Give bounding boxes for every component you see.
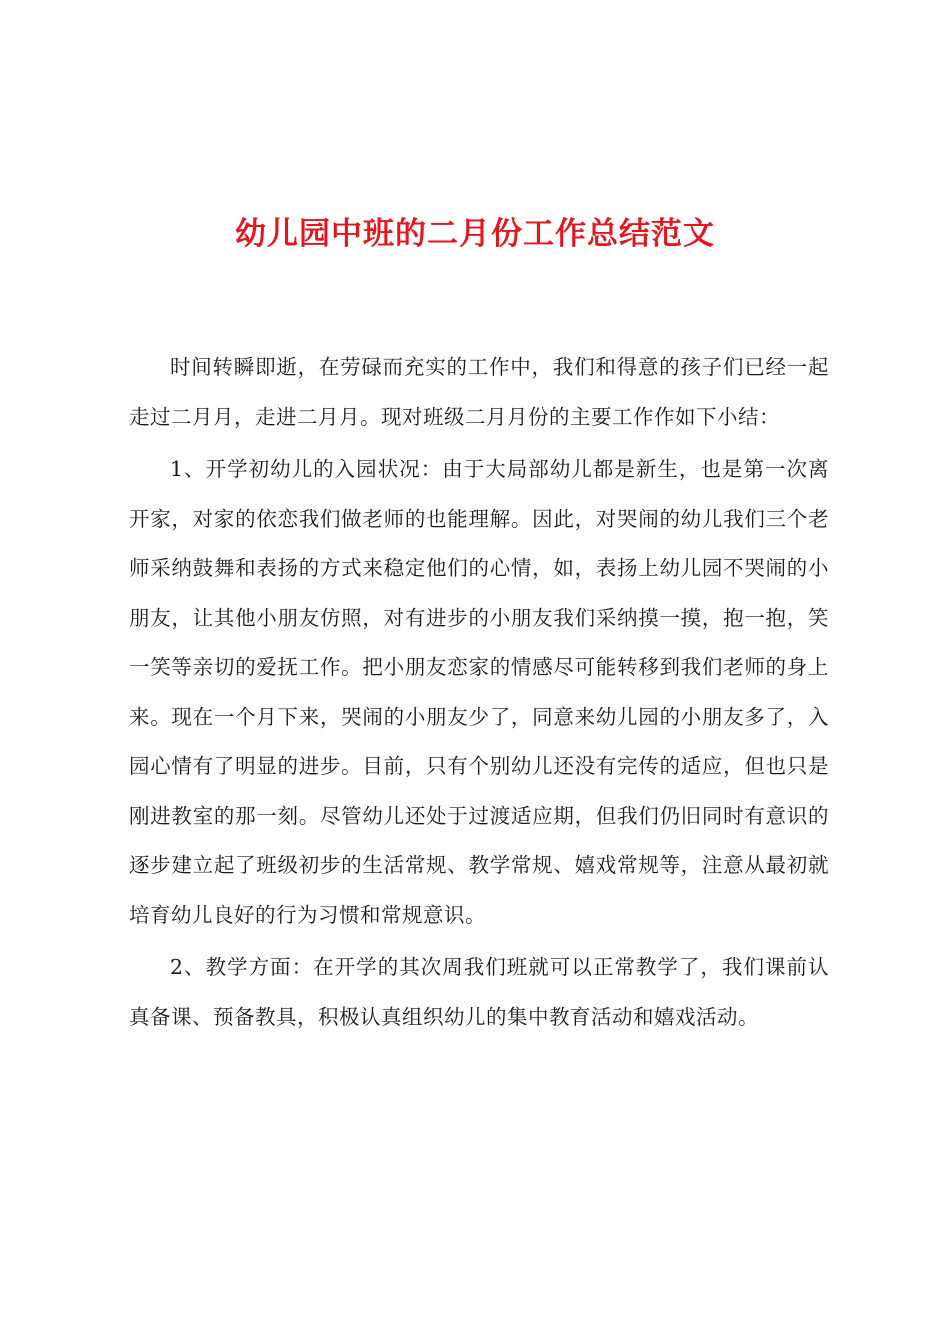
document-body	[129, 343, 829, 1045]
section-2-paragraph: 2、教学方面：在开学的其次周我们班就可以正常教学了，我们课前认真备课、预备教具，积极认真组织幼儿的集中教育活动和嬉戏活动。	[129, 955, 829, 1029]
section-1-paragraph: 1、开学初幼儿的入园状况：由于大局部幼儿都是新生，也是第一次离开家，对家的依恋我们做老师的也能理解。因此，对哭闹的幼儿我们三个老师采纳鼓舞和表扬的方式来稳定他们的心情，如，表扬上幼儿园不哭闹的小朋友，让其他小朋友仿照，对有进步的小朋友我们采纳摸一摸，抱一抱，笑一笑等亲切的爱抚工作。把小朋友恋家的情感尽可能转移到我们老师的身上来。现在一个月下来，哭闹的小朋友少了，同意来幼儿园的小朋友多了，入园心情有了明显的进步。目前，只有个别幼儿还没有完传的适应，但也只是刚进教室的那一刻。尽管幼儿还处于过渡适应期，但我们仍旧同时有意识的逐步建立起了班级初步的生活常规、教学常规、嬉戏常规等，注意从最初就培育幼儿良好的行为习惯和常规意识。	[129, 457, 829, 927]
document-title: 幼儿园中班的二月份工作总结范文	[235, 216, 715, 252]
intro-paragraph: 时间转瞬即逝，在劳碌而充实的工作中，我们和得意的孩子们已经一起走过二月月，走进二月月。现对班级二月月份的主要工作作如下小结：	[129, 355, 829, 429]
